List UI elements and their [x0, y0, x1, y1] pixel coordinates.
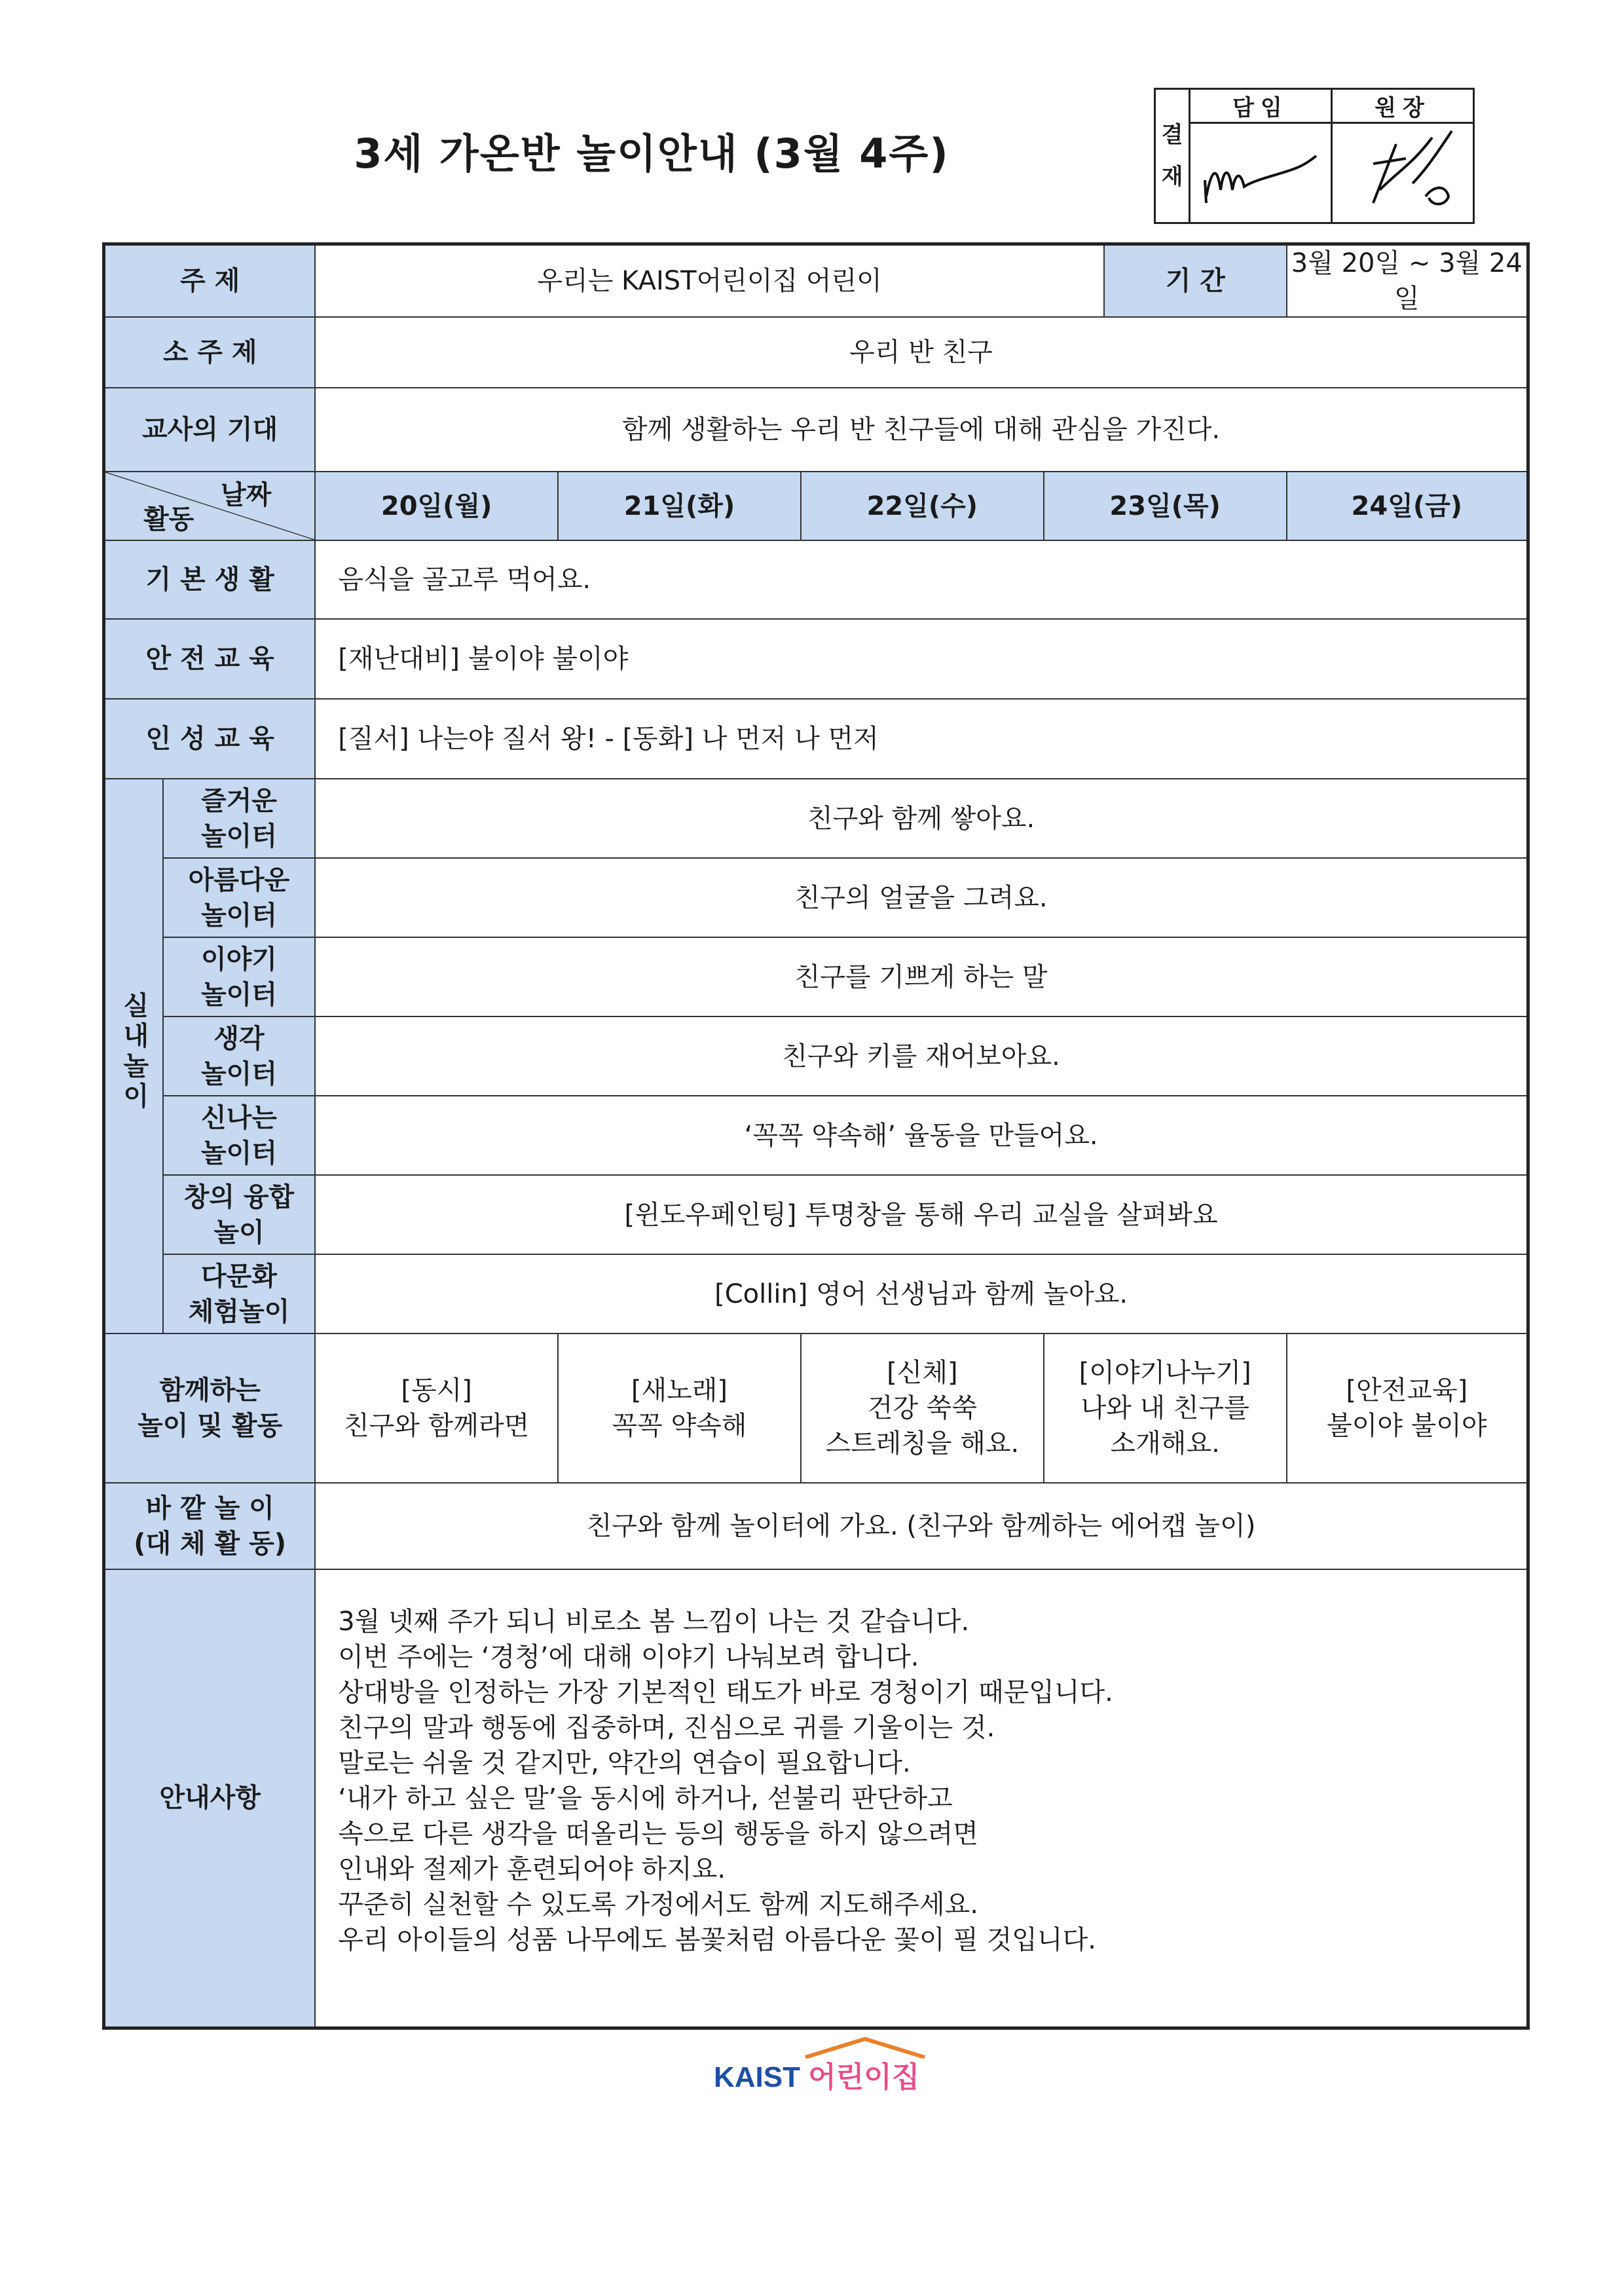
outdoor-row	[104, 1483, 1528, 1569]
basic-life-row	[104, 540, 1528, 619]
indoor-activity: 친구와 키를 재어보아요.	[315, 1017, 1528, 1096]
day-mon: 20일(월)	[315, 472, 558, 540]
teacher-signature	[1190, 123, 1332, 223]
indoor-row	[104, 1017, 1528, 1096]
day-tue: 21일(화)	[558, 472, 801, 540]
subtheme-label: 소 주 제	[104, 317, 316, 388]
indoor-category: 아름다운 놀이터	[163, 858, 316, 937]
indoor-activity: [Collin] 영어 선생님과 함께 놀아요.	[315, 1254, 1528, 1334]
notice-line: 친구의 말과 행동에 집중하며, 진심으로 귀를 기울이는 것.	[338, 1713, 995, 1743]
theme-label: 주 제	[104, 244, 316, 318]
indoor-category: 창의 융합 놀이	[163, 1175, 316, 1254]
notice-line: 속으로 다른 생각을 떠올리는 등의 행동을 하지 않으려면	[338, 1819, 978, 1849]
diagonal-line	[105, 472, 314, 540]
safety-value: [재난대비] 불이야 불이야	[315, 619, 1528, 699]
safety-row	[104, 619, 1528, 699]
notice-row	[104, 1569, 1528, 2028]
indoor-activity: 친구를 기쁘게 하는 말	[315, 937, 1528, 1017]
basic-life-label: 기 본 생 활	[104, 540, 316, 619]
period-value: 3월 20일 ~ 3월 24일	[1287, 244, 1528, 318]
notice-line: 우리 아이들의 성품 나무에도 봄꽃처럼 아름다운 꽃이 필 것입니다.	[338, 1925, 1096, 1955]
theme-value: 우리는 KAIST어린이집 어린이	[315, 244, 1104, 318]
outdoor-label: 바 깥 놀 이 (대 체 활 동)	[104, 1483, 316, 1569]
notice-line: ‘내가 하고 싶은 말’을 동시에 하거나, 섣불리 판단하고	[338, 1783, 953, 1814]
notice-line: 3월 넷째 주가 되니 비로소 봄 느낌이 나는 것 같습니다.	[338, 1607, 970, 1637]
safety-label: 안 전 교 육	[104, 619, 316, 699]
period-label: 기 간	[1104, 244, 1287, 318]
expectation-row	[104, 388, 1528, 472]
approval-director-header: 원장	[1332, 89, 1474, 123]
logo-house-text: 어린이집	[808, 2053, 919, 2095]
indoor-activity: 친구의 얼굴을 그려요.	[315, 858, 1528, 937]
approval-label: 결 재	[1155, 89, 1190, 223]
together-label: 함께하는 놀이 및 활동	[104, 1334, 316, 1483]
header-date-label: 날짜	[220, 480, 272, 510]
together-activity: [신체] 건강 쑥쑥 스트레칭을 해요.	[801, 1334, 1044, 1483]
indoor-row	[104, 1096, 1528, 1175]
kaist-daycare-logo: KAIST 어린이집	[714, 2053, 919, 2095]
subtheme-row	[104, 317, 1528, 388]
subtheme-value: 우리 반 친구	[315, 317, 1528, 388]
outdoor-value: 친구와 함께 놀이터에 가요. (친구와 함께하는 에어캡 놀이)	[315, 1483, 1528, 1569]
page-title: 3세 가온반 놀이안내 (3월 4주)	[354, 130, 950, 177]
activity-plan-table	[102, 242, 1530, 2030]
together-activity: [이야기나누기] 나와 내 친구를 소개해요.	[1044, 1334, 1287, 1483]
notice-body	[315, 1569, 1528, 2028]
notice-label: 안내사항	[104, 1569, 316, 2028]
approval-box	[1154, 88, 1475, 224]
indoor-activity: ‘꼭꼭 약속해’ 율동을 만들어요.	[315, 1096, 1528, 1175]
indoor-category: 생각 놀이터	[163, 1017, 316, 1096]
notice-line: 인내와 절제가 훈련되어야 하지요.	[338, 1854, 726, 1884]
indoor-row	[104, 937, 1528, 1017]
director-signature	[1332, 123, 1474, 223]
together-activity: [안전교육] 불이야 불이야	[1287, 1334, 1528, 1483]
indoor-category: 이야기 놀이터	[163, 937, 316, 1017]
indoor-row	[104, 858, 1528, 937]
indoor-row	[104, 1175, 1528, 1254]
notice-line: 상대방을 인정하는 가장 기본적인 태도가 바로 경청이기 때문입니다.	[338, 1677, 1113, 1707]
indoor-row	[104, 779, 1528, 858]
house-roof-icon	[803, 2036, 927, 2059]
theme-row	[104, 244, 1528, 318]
indoor-category: 다문화 체험놀이	[163, 1254, 316, 1334]
character-value: [질서] 나는야 질서 왕! - [동화] 나 먼저 나 먼저	[315, 699, 1528, 779]
character-label: 인 성 교 육	[104, 699, 316, 779]
basic-life-value: 음식을 골고루 먹어요.	[315, 540, 1528, 619]
expectation-label: 교사의 기대	[104, 388, 316, 472]
character-row	[104, 699, 1528, 779]
day-thu: 23일(목)	[1044, 472, 1287, 540]
expectation-value: 함께 생활하는 우리 반 친구들에 대해 관심을 가진다.	[315, 388, 1528, 472]
notice-line: 이번 주에는 ‘경청’에 대해 이야기 나눠보려 합니다.	[338, 1642, 919, 1672]
indoor-row	[104, 1254, 1528, 1334]
together-activity: [동시] 친구와 함께라면	[315, 1334, 558, 1483]
together-row	[104, 1334, 1528, 1483]
day-wed: 22일(수)	[801, 472, 1044, 540]
date-header-row	[104, 472, 1528, 540]
approval-teacher-header: 담임	[1190, 89, 1332, 123]
notice-line: 꾸준히 실천할 수 있도록 가정에서도 함께 지도해주세요.	[338, 1890, 978, 1920]
indoor-category: 신나는 놀이터	[163, 1096, 316, 1175]
day-fri: 24일(금)	[1287, 472, 1528, 540]
indoor-activity: 친구와 함께 쌓아요.	[315, 779, 1528, 858]
indoor-play-label: 실내놀이	[104, 779, 163, 1334]
indoor-category: 즐거운 놀이터	[163, 779, 316, 858]
header-activity-label: 활동	[143, 504, 194, 534]
together-activity: [새노래] 꼭꼭 약속해	[558, 1334, 801, 1483]
indoor-activity: [윈도우페인팅] 투명창을 통해 우리 교실을 살펴봐요	[315, 1175, 1528, 1254]
notice-line: 말로는 쉬울 것 같지만, 약간의 연습이 필요합니다.	[338, 1748, 911, 1778]
date-activity-header	[104, 472, 316, 540]
